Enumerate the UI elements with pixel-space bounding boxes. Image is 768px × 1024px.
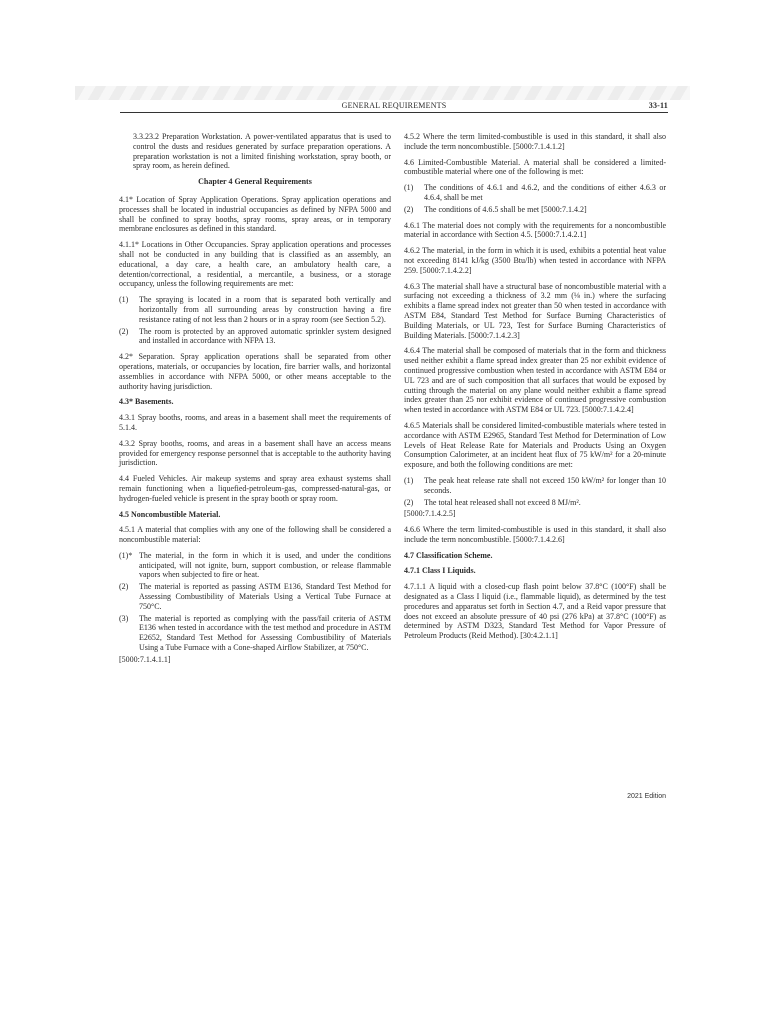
list-item — [404, 476, 666, 496]
list-item — [119, 582, 391, 611]
top-decorative-band — [75, 86, 690, 100]
list-item-text: The peak heat release rate shall not exceed 150 kW/m² for longer than 10 seconds. — [424, 475, 666, 495]
list-item-text: The conditions of 4.6.1 and 4.6.2, and the conditions of either 4.6.3 or 4.6.4, shall be met — [424, 183, 666, 202]
left-column — [119, 132, 391, 671]
list-item — [119, 327, 391, 347]
paragraph-4-6-5: 4.6.5 Materials shall be considered limited-combustible materials where tested in accordance with ASTM E2965, Standard Test Method for Determination of Low Levels of Heat Release Rate for Materials and Products Using an Oxygen Consumption Calorimeter, at an incident heat flux of 75 kW/m² for a 20-minute exposure, and both the following conditions are met: — [404, 420, 666, 470]
list-item — [119, 614, 391, 653]
list-item-number: (2) — [404, 204, 414, 214]
paragraph-4-6-3: 4.6.3 The material shall have a structural base of noncombustible material with a surfacing not exceeding a thickness of 3.2 mm (⅛ in.) where the surfacing exhibits a flame spread index not greater than 50 when tested in accordance with ASTM E84, Standard Test Method for Surface Burning Characteristics of Building Materials, or UL 723, Test for Surface Burning Characteristics of Building Materials. [5000:7.1.4.2.3] — [404, 281, 666, 340]
list-item — [404, 205, 666, 215]
list-item-number: (3) — [119, 613, 129, 623]
paragraph-4-6-4: 4.6.4 The material shall be composed of materials that in the form and thickness used neither exhibit a flame spread index greater than 25 nor exhibit evidence of continued progressive combustion when tested in accordance with ASTM E84 or UL 723 and are of such composition that all surfaces that would be exposed by cutting through the material on any plane would neither exhibit a flame spread index greater than 25 nor exhibit evidence of continued progressive combustion when tested in accordance with ASTM E84 or UL 723. [5000:7.1.4.2.4] — [404, 346, 666, 415]
paragraph-3-3-23-2: 3.3.23.2 Preparation Workstation. A power-ventilated apparatus that is used to control the dusts and residues generated by surface preparation operations. A preparation workstation is not a limited finishing workstation, spray booth, or spray room, as herein defined. — [133, 132, 391, 171]
page-number: 33-11 — [648, 101, 668, 110]
running-header-title: GENERAL REQUIREMENTS — [341, 101, 447, 110]
list-item-text: The conditions of 4.6.5 shall be met [5000:7.1.4.2] — [424, 204, 587, 214]
paragraph-4-3-2: 4.3.2 Spray booths, rooms, and areas in a basement shall have an access means provided for emergency response personnel that is acceptable to the authority having jurisdiction. — [119, 438, 391, 468]
reference-4-5-1: [5000:7.1.4.1.1] — [119, 654, 171, 664]
list-item-text: The material, in the form in which it is used, and under the conditions anticipated, will not ignite, burn, support combustion, or release flammable vapors when subjected to fire or heat. — [139, 550, 391, 580]
paragraph-4-5-1: 4.5.1 A material that complies with any one of the following shall be considered a noncombustible material: — [119, 525, 391, 545]
paragraph-4-3-1: 4.3.1 Spray booths, rooms, and areas in a basement shall meet the requirements of 5.1.4. — [119, 413, 391, 432]
list-item-number: (2) — [119, 326, 129, 336]
paragraph-4-6-1: 4.6.1 The material does not comply with the requirements for a noncombustible material in accordance with Section 4.5. [5000:7.1.4.2.1] — [404, 220, 666, 240]
list-item-text: The material is reported as passing ASTM E136, Standard Test Method for Assessing Combustibility of Materials Using a Vertical Tube Furnace at 750°C. — [139, 582, 391, 611]
heading-4-7-1: 4.7.1 Class I Liquids. — [404, 566, 476, 576]
list-item-number: (2) — [119, 582, 129, 592]
paragraph-4-6-2: 4.6.2 The material, in the form in which it is used, exhibits a potential heat value not exceeding 8141 kJ/kg (3500 Btu/lb) when tested in accordance with NFPA 259. [5000:7.1.4.2.2] — [404, 246, 666, 275]
list-item-number: (1) — [119, 295, 129, 305]
list-item-text: The total heat released shall not exceed 8 MJ/m². — [424, 497, 581, 507]
list-item-number: (2) — [404, 497, 414, 507]
list-item — [404, 183, 666, 203]
paragraph-4-6-6: 4.6.6 Where the term limited-combustible is used in this standard, it shall also include the term noncombustible. [5000:7.1.4.2.6] — [404, 525, 666, 544]
paragraph-4-5-2: 4.5.2 Where the term limited-combustible is used in this standard, it shall also include the term noncombustible. [5000:7.1.4.1.2] — [404, 132, 666, 151]
paragraph-4-6: 4.6 Limited-Combustible Material. A material shall be considered a limited-combustible material where one of the following is met: — [404, 157, 666, 177]
list-item — [404, 498, 666, 508]
heading-4-3: 4.3* Basements. — [119, 397, 174, 407]
chapter-heading: Chapter 4 General Requirements — [198, 177, 312, 187]
list-item-text: The material is reported as complying with the pass/fail criteria of ASTM E136 when tested in accordance with the test method and procedure in ASTM E2652, Standard Test Method for Assessing Combustibility of Materials Using a Tube Furnace with a Cone-shaped Airflow Stabilizer, at 750°C. — [139, 613, 391, 653]
edition-footer: 2021 Edition — [627, 793, 666, 800]
running-header — [120, 100, 668, 113]
reference-4-6-5: [5000:7.1.4.2.5] — [404, 509, 456, 519]
paragraph-4-7-1-1: 4.7.1.1 A liquid with a closed-cup flash point below 37.8°C (100°F) shall be designated as a Class I liquid (i.e., flammable liquid), as determined by the test procedures and apparatus set forth in Section 4.7, and a Reid vapor pressure that does not exceed an absolute pressure of 40 psi (276 kPa) at 37.8°C (100°F) as determined by ASTM D323, Standard Test Method for Vapor Pressure of Petroleum Products (Reid Method). [30:4.2.1.1] — [404, 582, 666, 641]
list-item-text: The spraying is located in a room that is separated both vertically and horizontally from all surrounding areas by construction having a fire resistance rating of not less than 2 hours or in a spray room (see Section 5.2). — [139, 295, 391, 324]
paragraph-4-4: 4.4 Fueled Vehicles. Air makeup systems and spray area exhaust systems shall remain functioning when a liquefied-petroleum-gas, compressed-natural-gas, or hydrogen-fueled vehicle is present in the spray booth or spray room. — [119, 474, 391, 503]
paragraph-4-1: 4.1* Location of Spray Application Operations. Spray application operations and processes shall be located in industrial occupancies as defined by NFPA 5000 and shall be confined to spray booths, spray rooms, spray areas, or in temporary membrane enclosures as defined in this standard. — [119, 194, 391, 234]
list-item-text: The room is protected by an approved automatic sprinkler system designed and installed in accordance with NFPA 13. — [139, 326, 391, 346]
paragraph-4-2: 4.2* Separation. Spray application operations shall be separated from other operations, materials, or occupancies by location, fire barrier walls, and horizontal assemblies in accordance with NFPA 5000, or other means acceptable to the authority having jurisdiction. — [119, 352, 391, 391]
list-4-5-1 — [119, 551, 391, 653]
list-4-6-5 — [404, 476, 666, 507]
list-item-number: (1) — [404, 475, 414, 485]
list-item-number: (1) — [404, 183, 414, 193]
list-item — [119, 295, 391, 324]
right-column — [404, 132, 666, 647]
list-4-1-1 — [119, 295, 391, 346]
heading-4-7: 4.7 Classification Scheme. — [404, 550, 493, 560]
list-4-6 — [404, 183, 666, 214]
list-item-number: (1)* — [119, 550, 133, 560]
heading-4-5: 4.5 Noncombustible Material. — [119, 509, 221, 519]
paragraph-4-1-1: 4.1.1* Locations in Other Occupancies. Spray application operations and processes shall not be conducted in any building that is classified as an assembly, an educational, a day care, a health care, an ambulatory health care, a detention/correctional, a residential, a mercantile, a business, or a storage occupancy, unless the following requirements are met: — [119, 240, 391, 289]
list-item — [119, 551, 391, 580]
